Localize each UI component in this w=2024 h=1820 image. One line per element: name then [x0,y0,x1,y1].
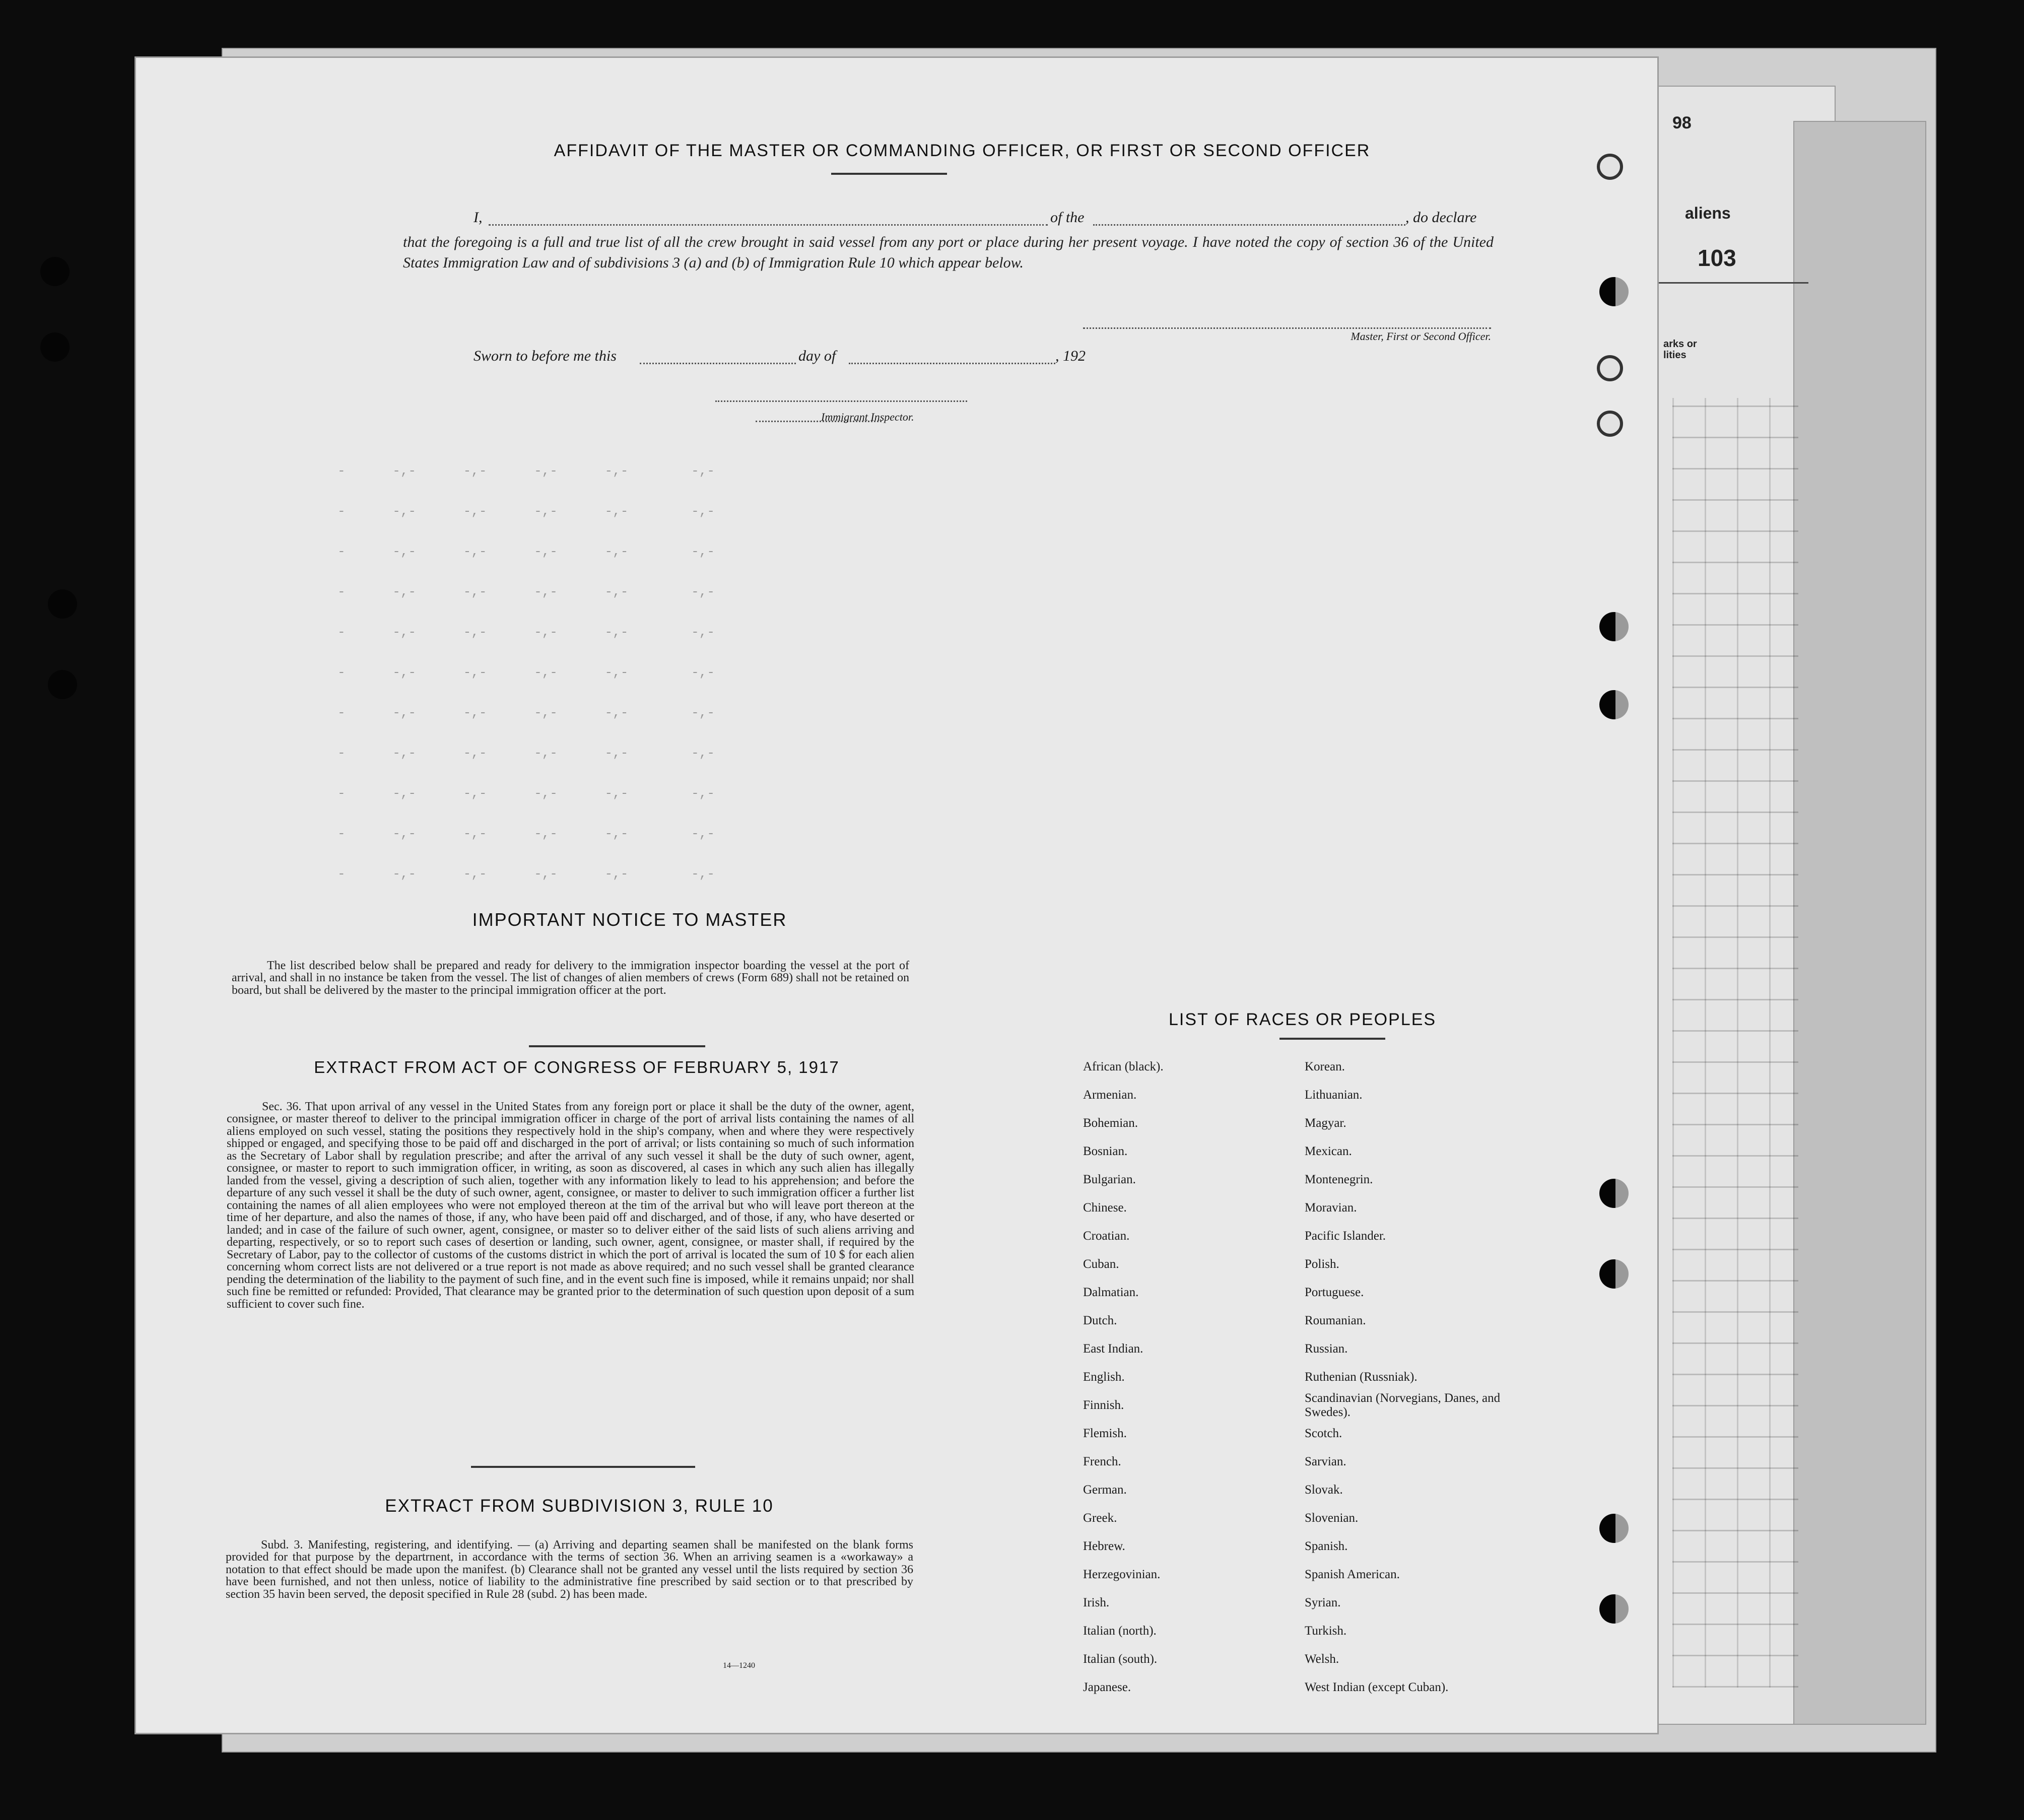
rule-body: Subd. 3. Manifesting, registering, and identifying. — (a) Arriving and departing seamen shall be manifested on the blank forms provided for that purpose by the departrnent, in accordance with the terms of section 36. When an arriving seamen is a «workaway» a notation to that effect should be made upon the manifest. (b) Clearance shall not be granted any vessel until the lists required by section 36 have been furnished, and not then unless, notice of liability to the administrative fine prescribed by said section or to that prescribed by section 35 havin been served, the deposit specified in Rule 28 (subd. 2) has been made. [226,1538,913,1601]
race-item: West Indian (except Cuban). [1305,1680,1449,1694]
race-item: African (black). [1083,1060,1164,1073]
race-item: Russian. [1305,1342,1348,1356]
sworn-label: Sworn to before me this [474,348,617,364]
notice-rule [529,1045,705,1047]
binder-hole [40,332,70,362]
races-rule [1279,1038,1385,1040]
inspector-signature-line [715,400,967,402]
punch-hole [1597,154,1623,180]
of-the-label: of the [1050,209,1085,226]
punch-hole [1599,612,1629,641]
page-number: 103 [1698,245,1736,271]
race-item: Bosnian. [1083,1144,1128,1158]
race-item: Bohemian. [1083,1116,1138,1130]
race-item: Pacific Islander. [1305,1229,1386,1243]
affidavit-body: that the foregoing is a full and true list of all the crew brought in said vessel from any port or place during her present voyage. I have noted the copy of section 36 of the United States Immigration Law and of subdivisions 3 (a) and (b) of Immigration Rule 10 which appear below. [403,234,1494,272]
race-item: Italian (south). [1083,1652,1158,1666]
race-item: Italian (north). [1083,1624,1157,1638]
race-item: East Indian. [1083,1342,1143,1356]
races-column-1 [1083,1053,1264,1702]
race-item: Magyar. [1305,1116,1346,1130]
bleed-through-marks: - -,- -,- -,- -,- -,- - -,- -,- -,- -,- -,- - -,- -,- -,- -,- -,- - -,- -,- -,- -,- -,- - -,- -,- -,- -,- -,- - -,- -,- -,- -,- -,- - -,- -,- -,- -,- -,- - -,- -,- -,- -,- -,- - -,- -,- -,- -,- -,- - -,- -,- -,- -,- -,- - -,- -,- -,- -,- -,- [338,463,715,882]
race-item: Irish. [1083,1596,1110,1609]
affidavit-page [136,58,1657,1733]
race-item: Croatian. [1083,1229,1130,1243]
race-item: Greek. [1083,1511,1117,1525]
race-item: Turkish. [1305,1624,1347,1638]
punch-hole [1599,1179,1629,1208]
year-label: , 192 [1055,348,1086,364]
side-rule [1657,282,1808,284]
race-item: Syrian. [1305,1596,1341,1609]
race-item: Mexican. [1305,1144,1352,1158]
binder-hole [48,670,77,699]
punch-hole [1599,690,1629,719]
sworn-day-line [640,363,796,364]
declarant-label: I, [474,209,483,226]
day-of-label: day of [798,348,836,364]
signature-label: Master, First or Second Officer. [1351,330,1491,343]
race-item: Japanese. [1083,1680,1131,1694]
ledger-grid [1672,398,1798,1688]
race-item: Hebrew. [1083,1539,1125,1553]
act-body: Sec. 36. That upon arrival of any vessel in the United States from any foreign port or place it shall be the duty of the owner, agent, consignee, or master thereof to deliver to the principal immigration officer in charge of the port of arrival lists containing the names of all aliens employed on such vessel, stating the positions they respectively hold in the ship's company, when and where they were respectively shipped or engaged, and specifying those to be paid off and discharged in the port of arrival; or lists containing so much of such information as the Secretary of Labor shall by regulation prescribe; and after the arrival of any such vessel it shall be the duty of such owner, agent, consignee, or master to report to such immigration officer, in writing, as soon as discovered, al cases in which any such alien has illegally landed from the vessel, giving a description of such alien, together with any information likely to lead to his apprehension; and before the departure of any such vessel it shall be the duty of such owner, agent, consignee, or master to deliver to such immigration officer a further list containing the names of all alien employees who were not employed thereon at the tim of the arrival but who will leave port thereon at the time of her departure, and also the names of those, if any, who have been paid off and discharged, and of those, if any, who have deserted or landed; and in case of the failure of such owner, agent, consignee, or master so to deliver either of the said lists of such aliens arriving and departing, respectively, or so to report such cases of desertion or landing, such owner, agent, consignee, or master shall, if required by the Secretary of Labor, pay to the collector of customs of the customs district in which the port of arrival is located the sum of 10 $ for each alien concerning whom correct lists are not delivered or a true report is not made as above required; and no such vessel shall be granted clearance pending the determination of the liability to the payment of such fine, and in the event such fine is imposed, while it remains unpaid; nor shall such fine be remitted or refunded: Provided, That clearance may be granted prior to the determination of such question upon deposit of a sum sufficient to cover such fine. [227,1100,914,1311]
race-item: Scandinavian (Norvegians, Danes, and Swedes). [1305,1391,1501,1419]
act-title: EXTRACT FROM ACT OF CONGRESS OF FEBRUARY 5, 1917 [314,1058,840,1076]
form-number: 14—1240 [723,1661,755,1670]
inspector-label: Immigrant Inspector. [821,411,914,423]
notice-body: The list described below shall be prepared and ready for delivery to the immigration inspector boarding the vessel at the port of arrival, and shall in no instance be taken from the vessel. The list of changes of alien members of crews (Form 689) shall not be retained on board, but shall be delivered by the master to the principal immigration officer at the port. [232,959,909,997]
race-item: Scotch. [1305,1427,1342,1440]
punch-hole [1599,1514,1629,1543]
race-item: Bulgarian. [1083,1173,1136,1186]
race-item: Montenegrin. [1305,1173,1373,1186]
race-item: Lithuanian. [1305,1088,1363,1102]
affidavit-title: AFFIDAVIT OF THE MASTER OR COMMANDING OFFICER, OR FIRST OR SECOND OFFICER [554,141,1371,160]
race-item: Portuguese. [1305,1286,1364,1299]
race-item: Dalmatian. [1083,1286,1139,1299]
race-item: Welsh. [1305,1652,1339,1666]
title-rule [831,173,947,175]
top-number-label: 98 [1672,113,1692,132]
race-item: Spanish American. [1305,1568,1400,1581]
race-item: Moravian. [1305,1201,1357,1215]
back-sheet-edge [1793,121,1926,1725]
race-item: Dutch. [1083,1314,1117,1327]
race-item: French. [1083,1455,1121,1468]
notice-title: IMPORTANT NOTICE TO MASTER [472,909,787,930]
sworn-month-line [849,363,1055,364]
rule-title: EXTRACT FROM SUBDIVISION 3, RULE 10 [385,1496,774,1516]
binder-hole [48,589,77,619]
punch-hole [1597,411,1623,437]
act-rule [471,1466,695,1468]
race-item: Herzegovinian. [1083,1568,1161,1581]
punch-hole [1599,277,1629,306]
race-item: Korean. [1305,1060,1345,1073]
race-item: German. [1083,1483,1127,1497]
binder-hole [40,257,70,286]
races-title: LIST OF RACES OR PEOPLES [1169,1010,1437,1029]
race-item: Spanish. [1305,1539,1348,1553]
punch-hole [1599,1594,1629,1624]
race-item: Cuban. [1083,1257,1119,1271]
race-item: Armenian. [1083,1088,1137,1102]
race-item: Sarvian. [1305,1455,1346,1468]
races-column-2 [1305,1053,1521,1702]
race-item: Chinese. [1083,1201,1127,1215]
remarks-label: arks or lities [1663,339,1697,361]
race-item: Roumanian. [1305,1314,1366,1327]
race-item: Slovak. [1305,1483,1343,1497]
race-item: English. [1083,1370,1125,1384]
declarant-name-line [489,224,1048,226]
race-item: Finnish. [1083,1398,1124,1412]
signature-line [1083,327,1491,329]
vessel-name-line [1093,224,1405,226]
aliens-label: aliens [1685,204,1731,222]
declare-label: , do declare [1405,209,1477,226]
race-item: Ruthenian (Russniak). [1305,1370,1418,1384]
race-item: Flemish. [1083,1427,1127,1440]
punch-hole [1599,1259,1629,1289]
race-item: Slovenian. [1305,1511,1359,1525]
race-item: Polish. [1305,1257,1339,1271]
punch-hole [1597,355,1623,381]
